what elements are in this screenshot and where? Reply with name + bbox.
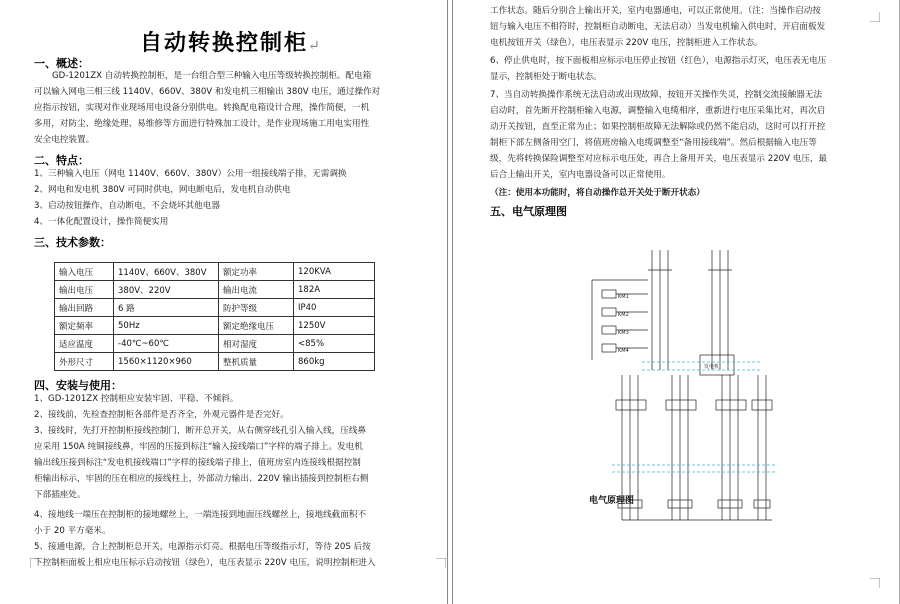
table-cell: 182A bbox=[294, 281, 375, 299]
table-row bbox=[55, 281, 375, 299]
body-line: 制柜下部左侧备用空门，将值班房输入电缆调整至“备用接线端”。然后根据输入电压等 bbox=[490, 138, 817, 148]
table-cell: 输出电流 bbox=[219, 281, 294, 299]
table-cell: 50Hz bbox=[114, 317, 219, 335]
table-cell: 380V、220V bbox=[114, 281, 219, 299]
schematic-tag: KM2 bbox=[618, 312, 629, 318]
install-line: 下部插座处。 bbox=[34, 490, 86, 500]
page-title: 自动转换控制柜↵ bbox=[140, 30, 322, 56]
table-cell: 外形尺寸 bbox=[55, 353, 114, 371]
table-cell: 860kg bbox=[294, 353, 375, 371]
table-cell: 额定功率 bbox=[219, 263, 294, 281]
table-row bbox=[55, 317, 375, 335]
overview-line: GD-1201ZX 自动转换控制柜，是一台组合型三种输入电压等级转换控制柜。配电箱 bbox=[52, 71, 372, 81]
table-row bbox=[55, 353, 375, 371]
schematic-tag: KM3 bbox=[618, 330, 629, 336]
install-line: 4、接地线一端压在控制柜的接地螺丝上，一端连接到地面压线螺丝上，接地线截面积不 bbox=[34, 510, 367, 520]
section-heading-diagram: 五、电气原理图 bbox=[490, 205, 567, 218]
table-cell: 1560×1120×960 bbox=[114, 353, 219, 371]
table-cell: IP40 bbox=[294, 299, 375, 317]
feature-item: 4、一体化配置设计，操作简便实用 bbox=[34, 217, 169, 227]
body-line: 动开关按钮，直至正常为止；如果控制柜故障无法解除或仍然不能启动，这时可以打开控 bbox=[490, 122, 826, 132]
body-line: 工作状态。随后分别合上输出开关，室内电器通电，可以正常使用。（注：当操作启动按 bbox=[490, 6, 821, 16]
crop-mark-icon bbox=[870, 578, 880, 588]
page-divider bbox=[447, 0, 448, 604]
install-line: 1、GD-1201ZX 控制柜应安装牢固、平稳、不倾斜。 bbox=[34, 394, 239, 404]
install-line: 5、接通电源，合上控制柜总开关，电源指示灯亮。根据电压等级指示灯，等待 20S 后按 bbox=[34, 542, 371, 552]
install-line: 小于 20 平方毫米。 bbox=[34, 526, 111, 536]
crop-mark-icon bbox=[436, 558, 446, 568]
table-cell: 输出回路 bbox=[55, 299, 114, 317]
section-heading-features: 二、特点： bbox=[34, 154, 89, 167]
table-cell: -40℃~60℃ bbox=[114, 335, 219, 353]
overview-line: 可以输入网电三相三线 1140V、660V、380V 和发电机三相输出 380V 电压，通过操作对 bbox=[34, 87, 381, 97]
feature-item: 1、三种输入电压（网电 1140V、660V、380V）公用一组接线端子排，无需调换 bbox=[34, 169, 347, 179]
body-line: 钮与输入电压不相符时，控制柜自动断电，无法启动）当发电机输入供电时，开启面板发 bbox=[490, 22, 826, 32]
table-cell: 适应温度 bbox=[55, 335, 114, 353]
table-cell: 额定频率 bbox=[55, 317, 114, 335]
table-cell: 1250V bbox=[294, 317, 375, 335]
spec-table bbox=[54, 262, 375, 371]
overview-line: 多用，对防尘、绝缘处理、易维修等方面进行特殊加工设计，是作业现场施工用电实用性 bbox=[34, 119, 370, 129]
left-page bbox=[0, 0, 448, 604]
crop-mark-icon bbox=[870, 12, 880, 22]
table-cell: 1140V、660V、380V bbox=[114, 263, 219, 281]
install-line: 2、接线前，先检查控制柜各部件是否齐全，外观元器件是否完好。 bbox=[34, 410, 289, 420]
section-heading-overview: 一、概述： bbox=[34, 57, 89, 70]
install-line: 3、接线时，先打开控制柜接线控制门，断开总开关，从右侧穿线孔引入输入线，压线鼻 bbox=[34, 426, 367, 436]
body-line: 7、当自动转换操作系统无法启动或出现故障，按钮开关操作失灵，控制交流接触器无法 bbox=[490, 90, 823, 100]
schematic-tag: KM1 bbox=[618, 294, 629, 300]
table-cell: 6 路 bbox=[114, 299, 219, 317]
install-line: 下控制柜面板上相应电压标示启动按钮（绿色），电压表显示 220V 电压，说明控制柜进入 bbox=[34, 558, 376, 568]
body-line: 级，先将转换保险调整至对应标示电压处，再合上备用开关，电压表显示 220V 电压，最 bbox=[490, 154, 828, 164]
page-divider bbox=[452, 0, 453, 604]
table-row bbox=[55, 263, 375, 281]
install-line: 输出线压接到标注“发电机接线端口”字样的接线端子排上，值班房室内连接线根据控制 bbox=[34, 458, 361, 468]
table-row bbox=[55, 335, 375, 353]
table-row bbox=[55, 299, 375, 317]
table-cell: 相对湿度 bbox=[219, 335, 294, 353]
table-cell: 额定绝缘电压 bbox=[219, 317, 294, 335]
table-cell: 输出电压 bbox=[55, 281, 114, 299]
install-line: 应采用 150A 纯铜接线鼻，牢固的压接到标注“输入接线端口”字样的端子排上。发电机 bbox=[34, 442, 363, 452]
usage-note: （注：使用本功能时，将自动操作总开关处于断开状态） bbox=[490, 188, 705, 198]
table-cell: <85% bbox=[294, 335, 375, 353]
overview-line: 安全电控装置。 bbox=[34, 135, 95, 145]
schematic-tag: 发电机 bbox=[704, 364, 720, 370]
table-cell: 防护等级 bbox=[219, 299, 294, 317]
table-cell: 整机质量 bbox=[219, 353, 294, 371]
body-line: 6、停止供电时，按下面板相应标示电压停止按钮（红色），电源指示灯灭，电压表无电压 bbox=[490, 56, 827, 66]
body-line: 电机按钮开关（绿色），电压表显示 220V 电压，控制柜进入工作状态。 bbox=[490, 38, 763, 48]
overview-line: 应指示按钮，实现对作业现场用电设备分别供电。转换配电箱设计合理，操作简便，一机 bbox=[34, 103, 370, 113]
table-cell: 120KVA bbox=[294, 263, 375, 281]
body-line: 显示，控制柜处于断电状态。 bbox=[490, 72, 602, 82]
feature-item: 2、网电和发电机 380V 可同时供电，网电断电后，发电机自动供电 bbox=[34, 185, 291, 195]
body-line: 启动时，首先断开控制柜输入电源，调整输入电缆相序，重新进行电压采集比对，再次启 bbox=[490, 106, 826, 116]
diagram-caption: 电气原理图 bbox=[589, 496, 635, 506]
schematic-tag: KM4 bbox=[618, 348, 629, 354]
section-heading-specs: 三、技术参数： bbox=[34, 236, 111, 249]
table-cell: 输入电压 bbox=[55, 263, 114, 281]
body-line: 后合上输出开关，室内电器设备可以正常使用。 bbox=[490, 170, 671, 180]
section-heading-install: 四、安装与使用： bbox=[34, 379, 122, 392]
install-line: 柜输出标示，牢固的压在相应的接线柱上，外部动力输出、220V 输出插接到控制柜右侧 bbox=[34, 474, 369, 484]
feature-item: 3、启动按钮操作，自动断电，不会烧坏其他电器 bbox=[34, 201, 220, 211]
